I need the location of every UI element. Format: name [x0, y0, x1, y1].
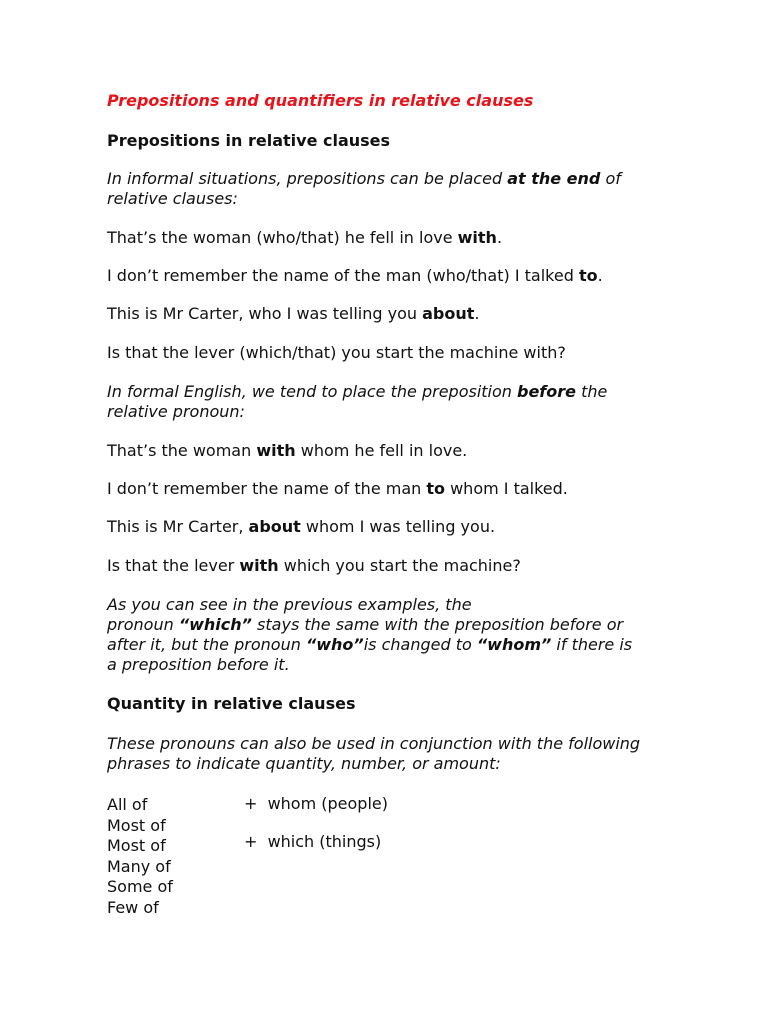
informal-note-text-post: of relative clauses:: [107, 169, 621, 208]
quantifier-item: Most of: [107, 836, 166, 855]
example-preposition: to: [578, 266, 598, 285]
summary-text: if there is: [551, 635, 633, 654]
example-text: That’s the woman (who/that) he fell in love: [107, 228, 458, 247]
example-text: whom I talked.: [445, 479, 568, 498]
example-text: Is that the lever (which/that) you start the machine with?: [107, 343, 566, 362]
quantifier-item: Few of: [107, 897, 159, 917]
example-preposition: about: [248, 517, 301, 536]
example-text: .: [474, 304, 480, 323]
example-text: I don’t remember the name of the man: [107, 479, 427, 498]
summary-text: pronoun: [107, 615, 179, 634]
example-preposition: with: [256, 441, 296, 460]
formal-note-text-pre: In formal English, we tend to place the preposition: [107, 382, 517, 401]
example-sentence: [107, 479, 667, 499]
summary-note: [107, 595, 667, 675]
example-text: I don’t remember the name of the man (who/that) I talked: [107, 266, 579, 285]
example-preposition: with: [239, 556, 279, 575]
quantifier-item: All of: [107, 795, 148, 814]
example-preposition: about: [422, 304, 475, 323]
example-sentence: [107, 441, 667, 461]
informal-note: [107, 169, 667, 209]
example-text: .: [496, 228, 503, 247]
summary-line: As you can see in the previous examples, the: [107, 595, 472, 614]
example-text: .: [597, 266, 603, 285]
example-text: This is Mr Carter,: [107, 517, 249, 536]
quantity-note-line: These pronouns can also be used in conjunction with the following: [107, 734, 641, 753]
informal-note-emphasis: at the end: [507, 169, 601, 188]
quantity-note-line: phrases to indicate quantity, number, or amount:: [107, 754, 501, 773]
quantifier-item: Some of: [107, 877, 173, 896]
summary-text: is changed to: [363, 635, 477, 654]
example-sentence: [107, 517, 667, 537]
informal-note-text-pre: In informal situations, prepositions can be placed: [107, 169, 508, 188]
formal-note-text-post: the relative pronoun:: [107, 382, 608, 421]
quantifier-item: Many of: [107, 856, 171, 876]
combo-which: + which (things): [244, 832, 382, 851]
example-sentence: [107, 266, 667, 286]
example-text: This is Mr Carter, who I was telling you: [107, 304, 423, 323]
example-sentence: [107, 556, 667, 576]
example-sentence: [107, 304, 667, 324]
quantifier-item: Most of: [107, 815, 166, 835]
summary-text: stays the same with the preposition before or: [251, 615, 624, 634]
summary-line: a preposition before it.: [107, 655, 290, 674]
formal-note: [107, 382, 667, 422]
quantifier-list: [107, 795, 173, 918]
summary-line: [107, 615, 667, 635]
pronoun-whom: “whom”: [476, 635, 552, 654]
example-preposition: with: [457, 228, 497, 247]
document-title: Prepositions and quantifiers in relative clauses: [107, 91, 534, 110]
example-sentence: [107, 228, 667, 248]
example-text: Is that the lever: [107, 556, 240, 575]
example-sentence: [107, 343, 667, 363]
summary-text: after it, but the pronoun: [107, 635, 306, 654]
example-text: which you start the machine?: [278, 556, 521, 575]
quantity-note: [107, 734, 667, 774]
section-heading-prepositions: Prepositions in relative clauses: [107, 131, 391, 150]
example-text: That’s the woman: [107, 441, 257, 460]
example-text: whom he fell in love.: [295, 441, 468, 460]
combo-whom: + whom (people): [244, 794, 388, 813]
example-text: whom I was telling you.: [300, 517, 496, 536]
pronoun-which: “which”: [178, 615, 252, 634]
formal-note-emphasis: before: [517, 382, 576, 401]
pronoun-who: “who”: [305, 635, 364, 654]
summary-line: [107, 635, 667, 655]
section-heading-quantity: Quantity in relative clauses: [107, 694, 356, 713]
example-preposition: to: [426, 479, 445, 498]
